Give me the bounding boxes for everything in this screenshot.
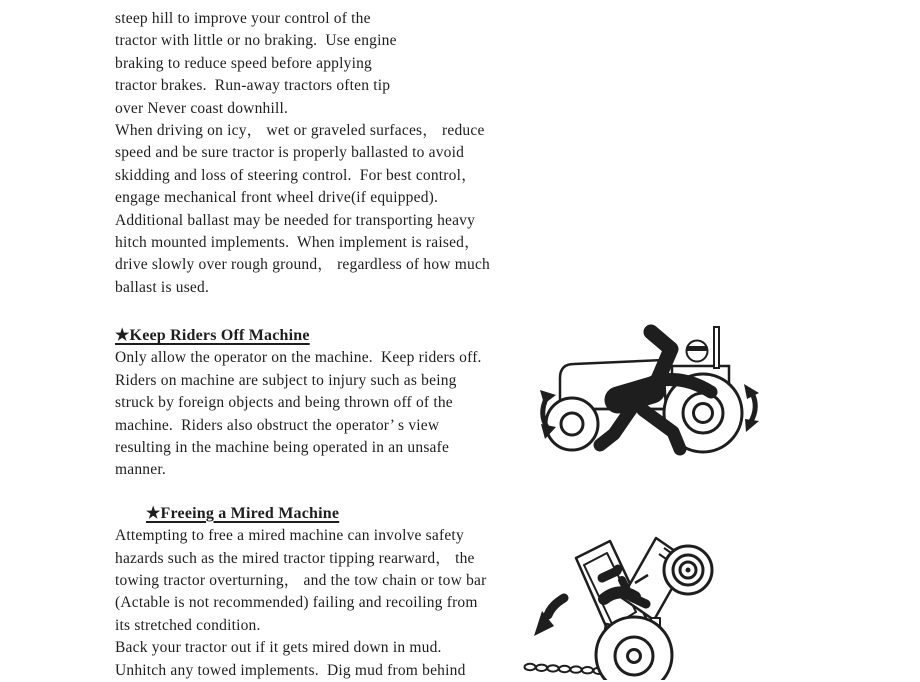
text-line: struck by foreign objects and being thrown off of the xyxy=(115,394,453,412)
tow-chain xyxy=(525,664,605,674)
text-line: Only allow the operator on the machine. Keep riders off. xyxy=(115,349,482,367)
text-line: ballast is used. xyxy=(115,278,210,296)
text-line: machine. Riders also obstruct the operator’ s view xyxy=(115,416,440,434)
text-line: speed and be sure tractor is properly ballasted to avoid xyxy=(115,144,465,162)
text-line: hitch mounted implements. When implement is raised， xyxy=(115,233,480,251)
text-line: steep hill to improve your control of the xyxy=(115,10,371,27)
text-line: over Never coast downhill. xyxy=(115,99,289,117)
text-line: hazards such as the mired tractor tipping rearward， the xyxy=(115,549,475,567)
text-line: tractor brakes. Run-away tractors often tip xyxy=(115,77,391,95)
text-line: manner. xyxy=(115,461,166,479)
paragraph-keep-riders-off xyxy=(115,347,535,481)
mired-machine-illustration xyxy=(518,508,753,680)
text-line: Riders on machine are subject to injury such as being xyxy=(115,371,457,389)
text-column xyxy=(115,8,535,682)
heading-text: ★Keep Riders Off Machine xyxy=(115,327,310,345)
text-line: skidding and loss of steering control. For best control， xyxy=(115,166,477,184)
text-line: its stretched condition. xyxy=(115,616,261,634)
riders-off-illustration xyxy=(530,318,780,463)
text-line: tractor with little or no braking. Use engine xyxy=(115,32,397,50)
text-line: Unhitch any towed implements. Dig mud from behind xyxy=(115,661,466,679)
paragraph-hill-driving xyxy=(115,8,535,299)
paragraph-freeing-mired xyxy=(115,525,535,682)
text-line: (Actable is not recommended) failing and recoiling from xyxy=(115,594,478,612)
text-line: resulting in the machine being operated in an unsafe xyxy=(115,439,450,457)
text-line: Back your tractor out if it gets mired down in mud. xyxy=(115,639,442,657)
heading-freeing-mired-machine xyxy=(146,503,535,525)
tractor-roll-bar xyxy=(714,327,719,368)
heading-keep-riders-off xyxy=(115,325,535,347)
text-line: engage mechanical front wheel drive(if equipped). xyxy=(115,189,439,207)
text-line: When driving on icy， wet or graveled surfaces， reduce xyxy=(115,121,485,139)
text-line: drive slowly over rough ground， regardless of how much xyxy=(115,256,490,274)
text-line: Additional ballast may be needed for transporting heavy xyxy=(115,211,476,229)
heading-text: ★Freeing a Mired Machine xyxy=(146,504,340,522)
text-line: braking to reduce speed before applying xyxy=(115,54,372,72)
tipping-arrow xyxy=(534,598,564,636)
text-line: Attempting to free a mired machine can involve safety xyxy=(115,527,464,545)
driver-head xyxy=(614,565,623,574)
text-line: towing tractor overturning， and the tow chain or tow bar xyxy=(115,571,487,589)
